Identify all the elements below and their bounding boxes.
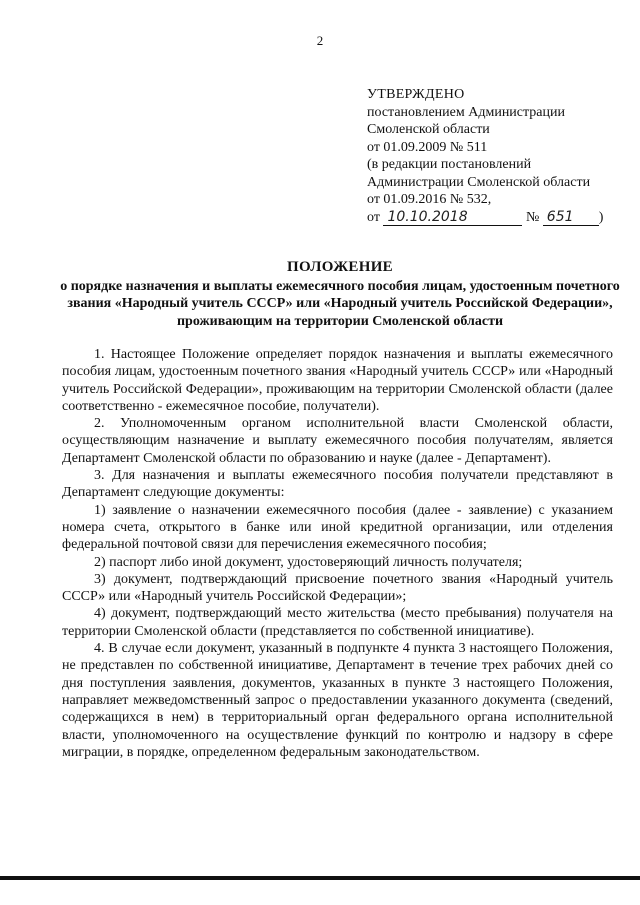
approval-line: Администрации Смоленской области <box>367 174 591 190</box>
approval-line: Смоленской области <box>367 122 490 137</box>
approval-date-line <box>367 209 603 227</box>
approval-line: от 01.09.2009 № 511 <box>367 139 488 155</box>
document-title-block <box>52 259 628 330</box>
handwritten-date: 10.10.2018 <box>387 208 468 225</box>
approval-line: от 01.09.2016 № 532, <box>367 192 492 207</box>
paragraph: 4) документ, подтверждающий место жительства (место пребывания) получателя на территории Смоленской области (представляется по собственной инициативе). <box>62 606 613 639</box>
document-subtitle: о порядке назначения и выплаты ежемесячного пособия лицам, удостоенным почетного звания «Народный учитель СССР» или «Народный учитель Российской Федерации», проживающим на территории Смоленской области <box>60 278 620 329</box>
closing-paren: ) <box>598 209 604 225</box>
paragraph: 3. Для назначения и выплаты ежемесячного пособия получатели представляют в Департамент следующие документы: <box>62 468 613 501</box>
document-title: ПОЛОЖЕНИЕ <box>287 259 393 275</box>
approval-line: постановлением Администрации <box>367 104 565 120</box>
handwritten-number: 651 <box>546 208 574 225</box>
paragraph: 2) паспорт либо иной документ, удостоверяющий личность получателя; <box>94 554 523 570</box>
paragraph: 1) заявление о назначении ежемесячного пособия (далее - заявление) с указанием номера счета, открытого в банке или иной кредитной организации, или отделения федеральной почтовой связи для перечисления ежемесячного пособия; <box>62 502 613 553</box>
paragraph: 4. В случае если документ, указанный в подпункте 4 пункта 3 настоящего Положения, не представлен по собственной инициативе, Департамент в течение трех рабочих дней со дня поступления заявления, документов, указанных в пункте 3 настоящего Положения, направляет межведомственный запрос о предоставлении указанного документа (сведений, содержащихся в нем) в территориальный орган федерального органа исполнительной власти, уполномоченного на осуществление функций по контролю и надзору в сфере миграции, в порядке, определенном федеральным законодательством. <box>62 641 613 760</box>
paragraph: 3) документ, подтверждающий присвоение почетного звания «Народный учитель СССР» или «Народный учитель Российской Федерации»; <box>62 571 613 605</box>
scan-edge-bar <box>0 876 640 880</box>
approval-stamp <box>367 86 603 226</box>
approval-heading: УТВЕРЖДЕНО <box>367 87 465 102</box>
ot-label: от <box>367 209 380 225</box>
approval-line: (в редакции постановлений <box>367 157 532 172</box>
page-number: 2 <box>316 33 324 48</box>
number-label: № <box>525 209 540 225</box>
paragraph: 1. Настоящее Положение определяет порядок назначения и выплаты ежемесячного пособия лицам, удостоенным почетного звания «Народный учитель СССР» или «Народный учитель Российской Федерации», проживающим на территории Смоленской области (далее соответственно - ежемесячное пособие, получатели). <box>62 347 613 414</box>
document-body <box>62 346 613 761</box>
paragraph: 2. Уполномоченным органом исполнительной власти Смоленской области, осуществляющим назначение и выплату ежемесячного пособия получателям, является Департамент Смоленской области по образованию и науке (далее - Департамент). <box>62 416 613 466</box>
